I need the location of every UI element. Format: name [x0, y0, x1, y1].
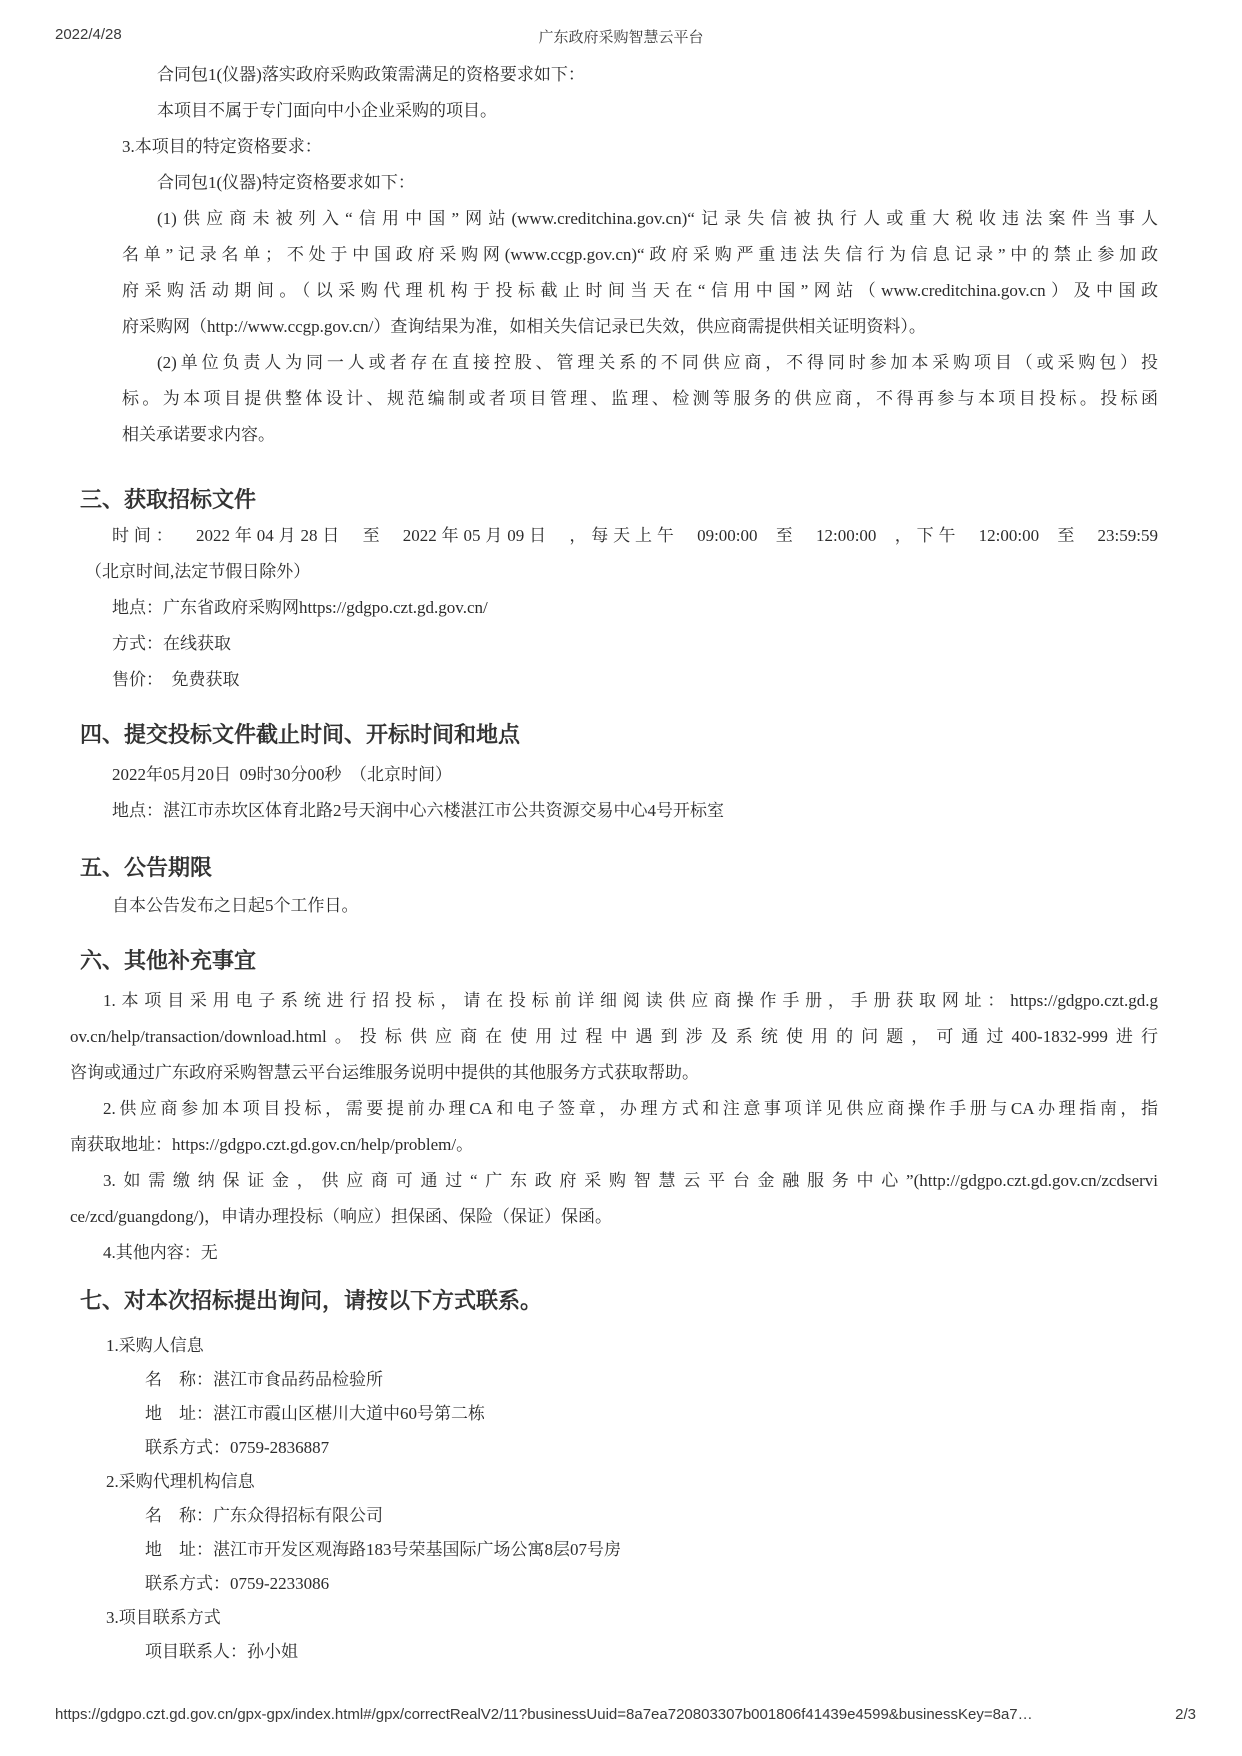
footer-url: https://gdgpo.czt.gd.gov.cn/gpx-gpx/index.html#/gpx/correctRealV2/11?businessUuid=8a7ea720803307b001806f41439e4599&businessKey=8a7… [55, 1706, 1033, 1723]
qualification-line: 合同包1(仪器)特定资格要求如下： [157, 173, 415, 192]
obtain-price-line: 售价： 免费获取 [112, 670, 240, 689]
project-contact-person-line: 项目联系人：孙小姐 [145, 1642, 298, 1661]
supplementary-line: 南获取地址：https://gdgpo.czt.gd.gov.cn/help/problem/。 [70, 1135, 474, 1154]
supplementary-line: 1.本项目采用电子系统进行招投标，请在投标前详细阅读供应商操作手册，手册获取网址：https://gdgpo.czt.gd.g [103, 991, 1158, 1010]
purchaser-name-line: 名 称：湛江市食品药品检验所 [145, 1370, 383, 1389]
qualification-line: (1)供应商未被列入“信用中国”网站(www.creditchina.gov.cn)“记录失信被执行人或重大税收违法案件当事人 [157, 209, 1158, 228]
section-heading-obtain-documents: 三、获取招标文件 [80, 487, 257, 512]
agency-phone-line: 联系方式：0759-2233086 [145, 1574, 330, 1593]
deadline-time-line: 2022年05月20日 09时30分00秒 （北京时间） [112, 765, 452, 784]
section-heading-contact: 七、对本次招标提出询问，请按以下方式联系。 [80, 1288, 543, 1313]
supplementary-line: 2.供应商参加本项目投标，需要提前办理CA和电子签章，办理方式和注意事项详见供应商操作手册与CA办理指南，指 [103, 1099, 1158, 1118]
print-date: 2022/4/28 [55, 26, 122, 43]
obtain-time-note-line: （北京时间,法定节假日除外） [85, 562, 311, 581]
announcement-period-line: 自本公告发布之日起5个工作日。 [112, 896, 359, 915]
qualification-line: 名单”记录名单；不处于中国政府采购网(www.ccgp.gov.cn)“政府采购严重违法失信行为信息记录”中的禁止参加政 [122, 245, 1158, 264]
qualification-line: 府采购活动期间。（以采购代理机构于投标截止时间当天在“信用中国”网站（www.creditchina.gov.cn）及中国政 [122, 281, 1158, 300]
project-contact-title: 3.项目联系方式 [106, 1608, 221, 1627]
qualification-line: (2)单位负责人为同一人或者存在直接控股、管理关系的不同供应商，不得同时参加本采购项目（或采购包）投 [157, 353, 1158, 372]
purchaser-info-title: 1.采购人信息 [106, 1336, 204, 1355]
qualification-line: 府采购网（http://www.ccgp.gov.cn/）查询结果为准，如相关失信记录已失效，供应商需提供相关证明资料）。 [122, 317, 926, 336]
supplementary-line: ce/zcd/guangdong/)，申请办理投标（响应）担保函、保险（保证）保函。 [70, 1207, 613, 1226]
qualification-line: 3.本项目的特定资格要求： [122, 137, 322, 156]
supplementary-line: 3.如需缴纳保证金，供应商可通过“广东政府采购智慧云平台金融服务中心”(http://gdgpo.czt.gd.gov.cn/zcdservi [103, 1171, 1158, 1190]
print-title: 广东政府采购智慧云平台 [538, 29, 704, 46]
qualification-line: 本项目不属于专门面向中小企业采购的项目。 [157, 101, 497, 120]
qualification-line: 相关承诺要求内容。 [122, 425, 275, 444]
obtain-time-line: 时间： 2022年04月28日 至 2022年05月09日 ，每天上午 09:00:00 至 12:00:00 ，下午 12:00:00 至 23:59:59 [112, 526, 1158, 545]
agency-address-line: 地 址：湛江市开发区观海路183号荣基国际广场公寓8层07号房 [145, 1540, 621, 1559]
agency-info-title: 2.采购代理机构信息 [106, 1472, 255, 1491]
qualification-line: 合同包1(仪器)落实政府采购政策需满足的资格要求如下： [157, 65, 585, 84]
obtain-place-line: 地点：广东省政府采购网https://gdgpo.czt.gd.gov.cn/ [112, 598, 488, 617]
purchaser-phone-line: 联系方式：0759-2836887 [145, 1438, 330, 1457]
agency-name-line: 名 称：广东众得招标有限公司 [145, 1506, 383, 1525]
page-indicator: 2/3 [1175, 1706, 1196, 1723]
opening-place-line: 地点：湛江市赤坎区体育北路2号天润中心六楼湛江市公共资源交易中心4号开标室 [112, 801, 724, 820]
section-heading-announcement-period: 五、公告期限 [80, 855, 213, 880]
section-heading-supplementary: 六、其他补充事宜 [80, 948, 257, 973]
purchaser-address-line: 地 址：湛江市霞山区椹川大道中60号第二栋 [145, 1404, 485, 1423]
print-footer [0, 1706, 1242, 1728]
qualification-line: 标。为本项目提供整体设计、规范编制或者项目管理、监理、检测等服务的供应商，不得再参与本项目投标。投标函 [122, 389, 1158, 408]
supplementary-line: ov.cn/help/transaction/download.html。投标供应商在使用过程中遇到涉及系统使用的问题，可通过400-1832-999进行 [70, 1027, 1158, 1046]
supplementary-line: 咨询或通过广东政府采购智慧云平台运维服务说明中提供的其他服务方式获取帮助。 [70, 1063, 699, 1082]
section-heading-deadline-opening: 四、提交投标文件截止时间、开标时间和地点 [80, 722, 521, 747]
obtain-method-line: 方式：在线获取 [112, 634, 231, 653]
supplementary-line: 4.其他内容：无 [103, 1243, 218, 1262]
